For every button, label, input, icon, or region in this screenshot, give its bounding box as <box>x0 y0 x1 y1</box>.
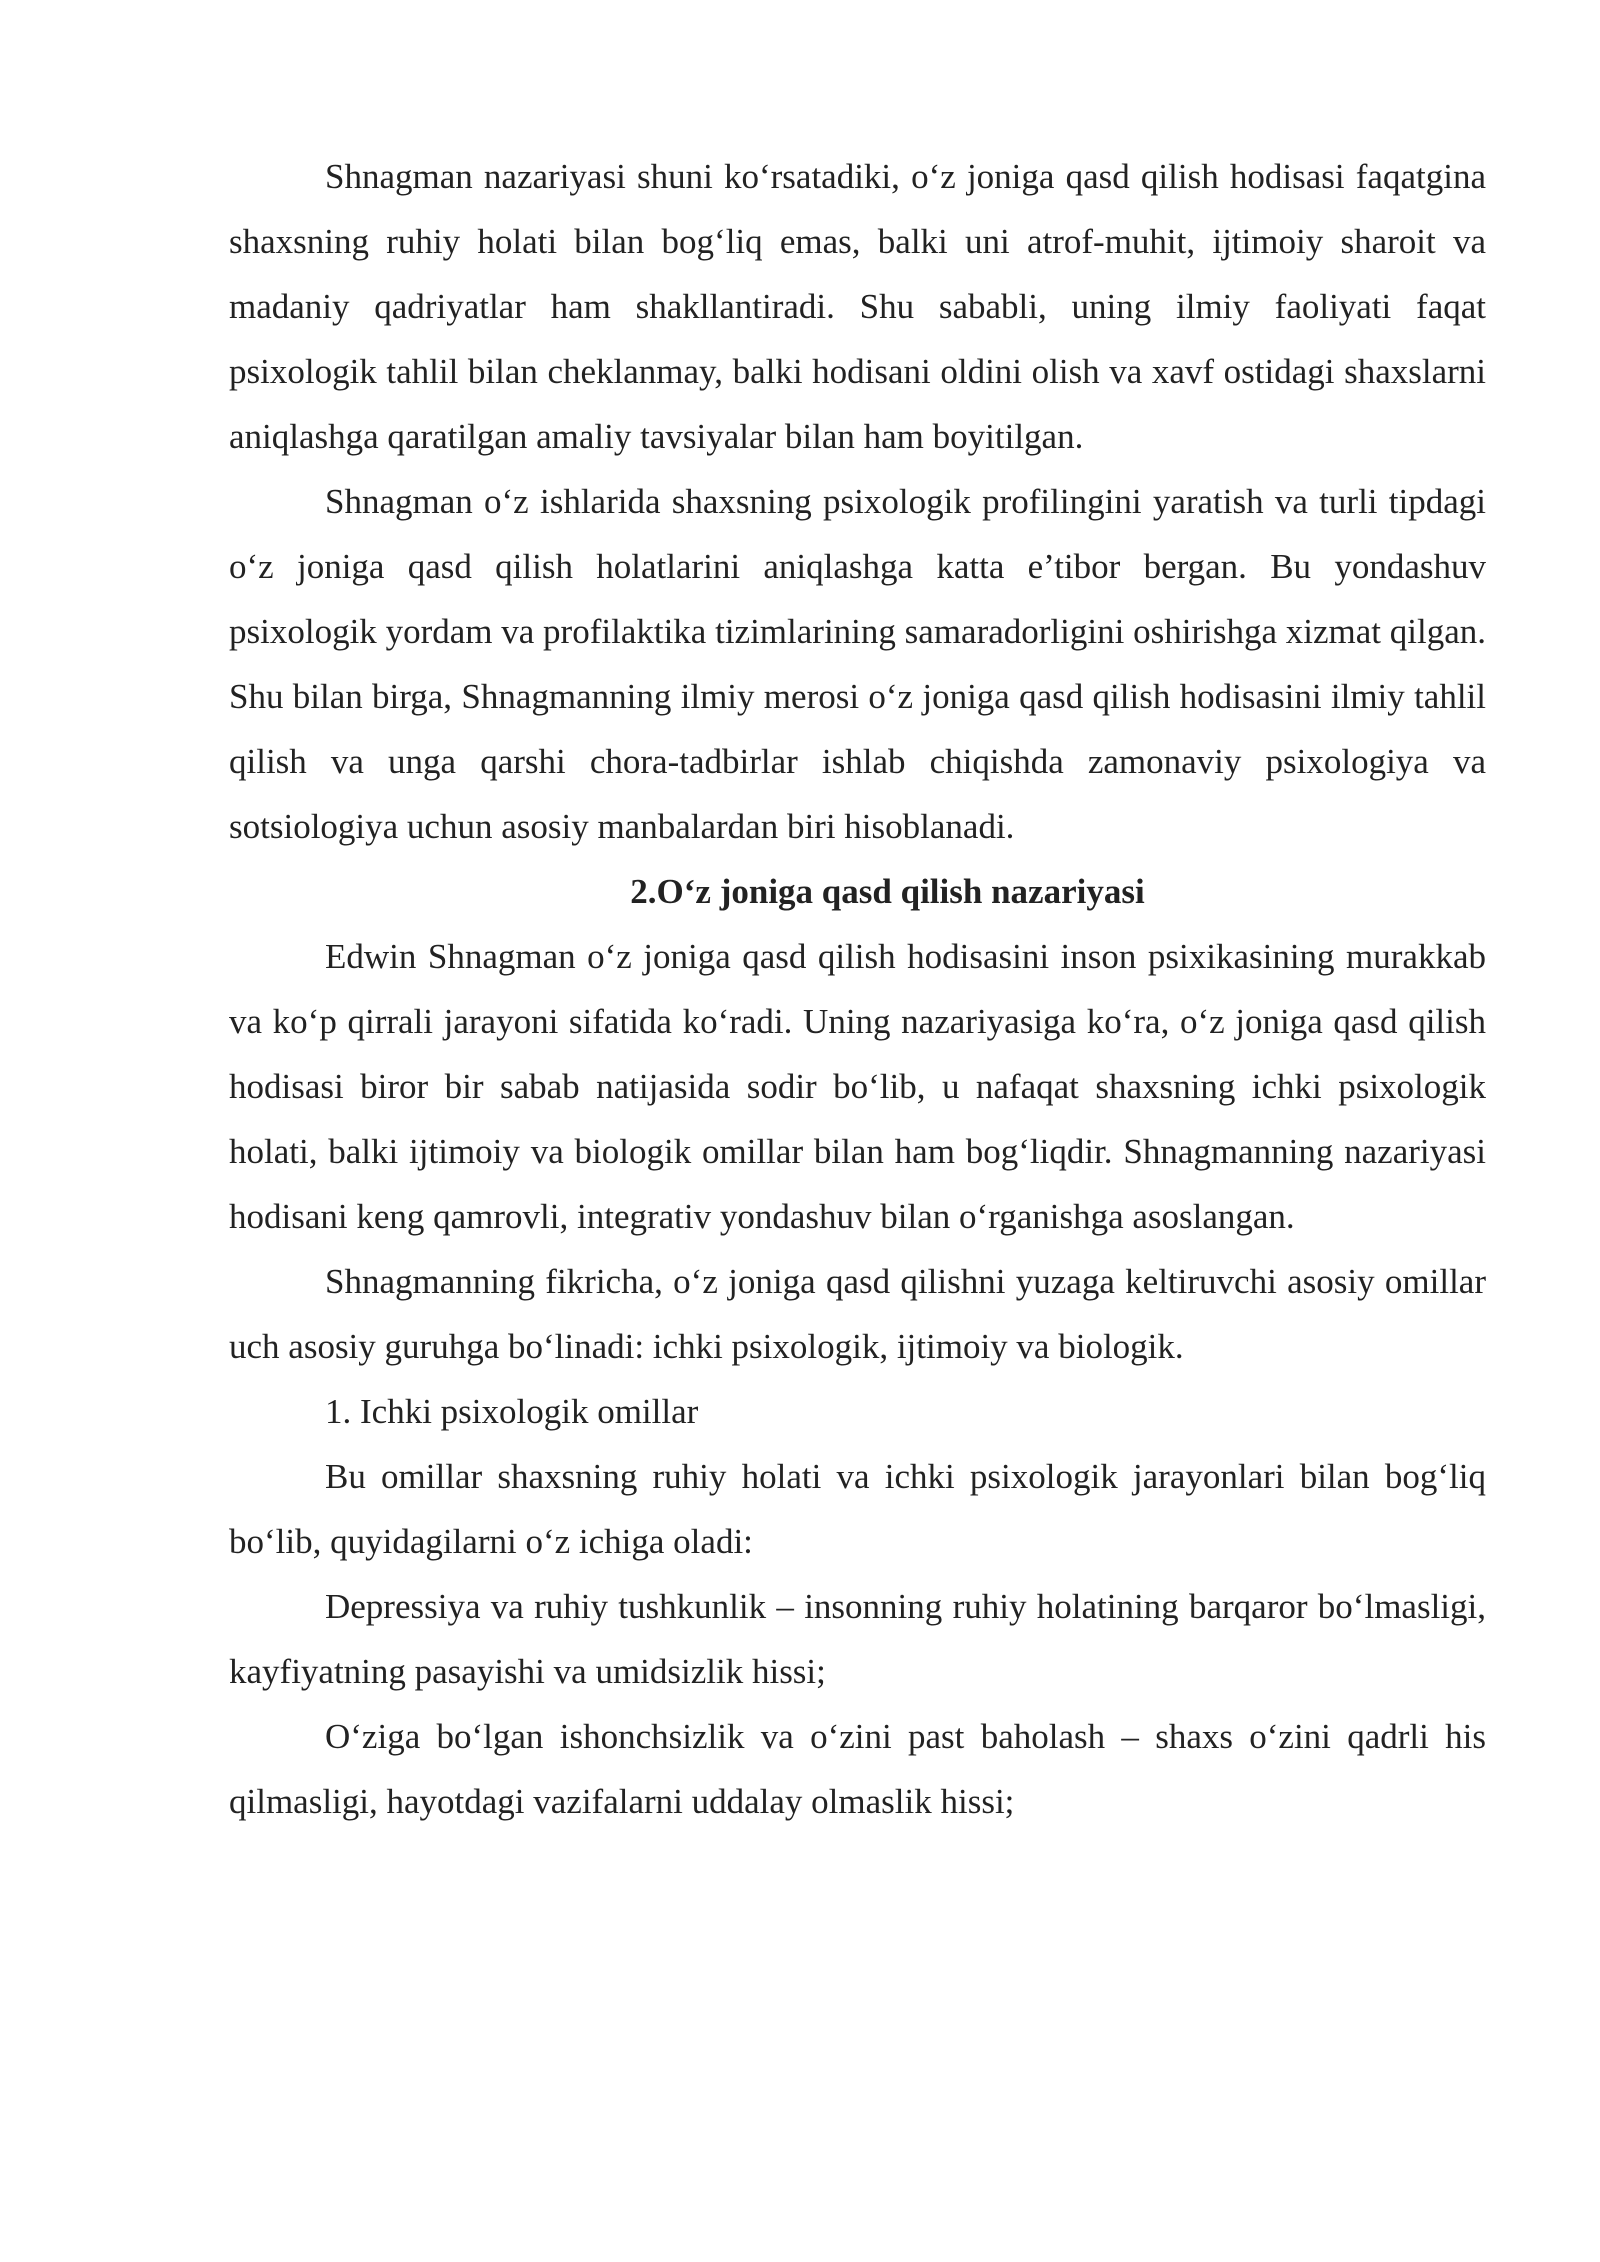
paragraph-psychological-profile: Shnagman o‘z ishlarida shaxsning psixologik profilingini yaratish va turli tipdagi o‘z joniga qasd qilish holatlarini aniqlashga katta e’tibor bergan. Bu yondashuv psixologik yordam va profilaktika tizimlarining samaradorligini oshirishga xizmat qilgan. Shu bilan birga, Shnagmanning ilmiy merosi o‘z joniga qasd qilish hodisasini ilmiy tahlil qilish va unga qarshi chora-tadbirlar ishlab chiqishda zamonaviy psixologiya va sotsiologiya uchun asosiy manbalardan biri hisoblanadi. <box>229 482 1486 846</box>
section-heading: 2.O‘z joniga qasd qilish nazariyasi <box>630 872 1145 911</box>
paragraph-factor-groups: Shnagmanning fikricha, o‘z joniga qasd qilishni yuzaga keltiruvchi asosiy omillar uch asosiy guruhga bo‘linadi: ichki psixologik, ijtimoiy va biologik. <box>229 1262 1486 1366</box>
paragraph-shnagman-theory-intro: Shnagman nazariyasi shuni ko‘rsatadiki, o‘z joniga qasd qilish hodisasi faqatgina shaxsning ruhiy holati bilan bog‘liq emas, balki uni atrof-muhit, ijtimoiy sharoit va madaniy qadriyatlar ham shakllantiradi. Shu sababli, uning ilmiy faoliyati faqat psixologik tahlil bilan cheklanmay, balki hodisani oldini olish va xavf ostidagi shaxslarni aniqlashga qaratilgan amaliy tavsiyalar bilan ham boyitilgan. <box>229 157 1486 456</box>
list-heading-internal-factors: 1. Ichki psixologik omillar <box>325 1392 699 1431</box>
paragraph-theory-overview: Edwin Shnagman o‘z joniga qasd qilish hodisasini inson psixikasining murakkab va ko‘p qirrali jarayoni sifatida ko‘radi. Uning nazariyasiga ko‘ra, o‘z joniga qasd qilish hodisasi biror bir sabab natijasida sodir bo‘lib, u nafaqat shaxsning ichki psixologik holati, balki ijtimoiy va biologik omillar bilan ham bog‘liqdir. Shnagmanning nazariyasi hodisani keng qamrovli, integrativ yondashuv bilan o‘rganishga asoslangan. <box>229 937 1486 1236</box>
document-body <box>229 144 1486 1834</box>
list-item-low-self-esteem: O‘ziga bo‘lgan ishonchsizlik va o‘zini past baholash – shaxs o‘zini qadrli his qilmasligi, hayotdagi vazifalarni uddalay olmaslik hissi; <box>229 1717 1486 1821</box>
paragraph-internal-factors-intro: Bu omillar shaxsning ruhiy holati va ichki psixologik jarayonlari bilan bog‘liq bo‘lib, quyidagilarni o‘z ichiga oladi: <box>229 1457 1486 1561</box>
list-item-depression: Depressiya va ruhiy tushkunlik – insonning ruhiy holatining barqaror bo‘lmasligi, kayfiyatning pasayishi va umidsizlik hissi; <box>229 1587 1486 1691</box>
